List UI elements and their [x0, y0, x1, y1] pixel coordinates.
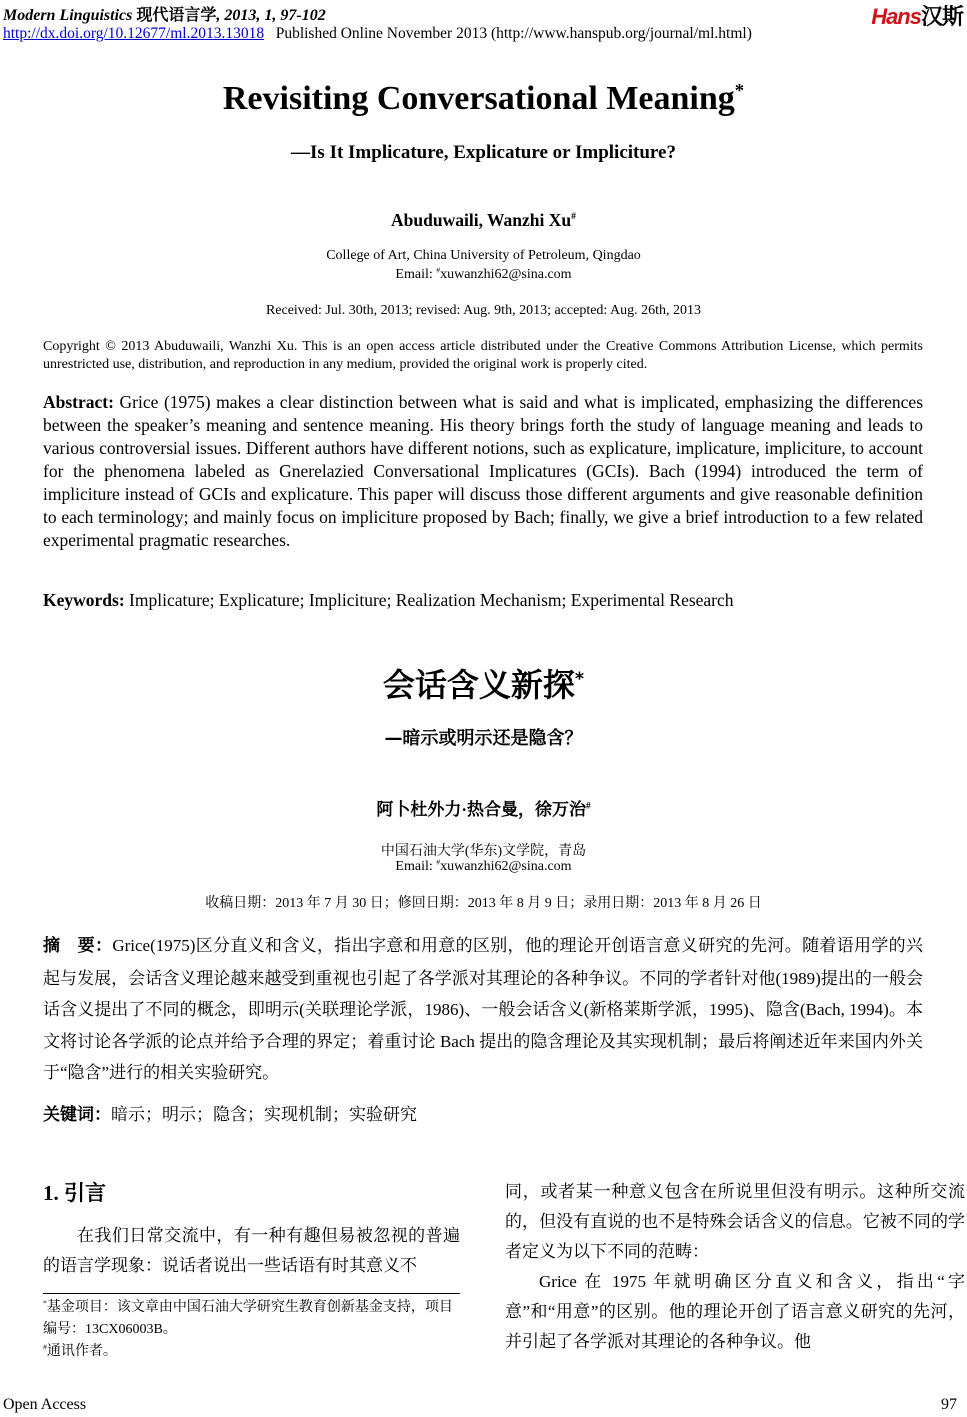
journal-name-cn: 现代语言学: [136, 7, 217, 24]
footnote-corresponding: [43, 1341, 460, 1363]
author-mark: #: [571, 211, 576, 223]
body-left-paragraph: 在我们日常交流中，有一种有趣但易被忽视的普遍的语言学现象：说话者说出一些话语有时其意义不: [43, 1226, 460, 1275]
footnote-mark: *: [43, 1298, 47, 1308]
cn-title-text: 会话含义新探: [382, 666, 575, 704]
body-right-column: [505, 1177, 965, 1357]
abstract-label: Abstract:: [43, 392, 114, 412]
keywords-text: Implicature; Explicature; Impliciture; Realization Mechanism; Experimental Research: [124, 590, 734, 610]
cn-author-mark: #: [586, 801, 591, 812]
body-right-paragraph: 同，或者某一种意义包含在所说里但没有明示。这种所交流的，但没有直说的也不是特殊会话含义的信息。它被不同的学者定义为以下不同的范畴：: [505, 1182, 965, 1261]
title-mark: *: [734, 80, 745, 102]
paper-subtitle: —Is It Implicature, Explicature or Impliciture?: [291, 142, 676, 163]
logo-cn: 汉斯: [920, 4, 963, 29]
email-address: xuwanzhi62@sina.com: [440, 267, 572, 282]
logo-en: Hans: [871, 4, 921, 29]
page-number: 97: [941, 1396, 957, 1413]
footnote-mark: #: [43, 1342, 47, 1352]
cn-authors: [0, 795, 967, 820]
email-label: Email:: [395, 267, 437, 282]
footer-open-access: Open Access: [3, 1396, 87, 1413]
footnotes: [43, 1297, 460, 1363]
cn-email-label: Email:: [395, 859, 437, 874]
authors: [0, 210, 967, 231]
copyright: Copyright © 2013 Abuduwaili, Wanzhi Xu. This is an open access article distributed under the Creative Commons Attribution License, which permits unrestricted use, distribution, and reproduction in any medium, provided the original work is properly cited.: [43, 339, 923, 372]
cn-keywords-label: 关键词：: [43, 1105, 111, 1125]
cn-affiliation: 中国石油大学(华东)文学院，青岛: [380, 844, 587, 859]
journal-header: [3, 2, 326, 25]
abstract: [43, 391, 923, 552]
authors-text: Abuduwaili, Wanzhi Xu: [391, 210, 572, 230]
doi-link[interactable]: http://dx.doi.org/10.12677/ml.2013.13018: [3, 25, 265, 42]
email: [0, 267, 967, 283]
abstract-text: Grice (1975) makes a clear distinction between what is said and what is implicated, emphasizing the differences between the speaker’s meaning and sentence meaning. His theory brings forth the study of language meaning and leads to various controversial issues. Different authors have different notions, such as explicature, implicature, impliciture, to account for the phenomena labeled as Gnerelazied Conversational Implicatures (GCIs). Bach (1994) introduced the term of impliciture instead of GCIs and explicature. This paper will discuss those different arguments and give reasonable definition to each terminology; and mainly focus on impliciture proposed by Bach; finally, we give a brief introduction to a few related experimental pragmatic researches.: [43, 392, 923, 550]
cn-title: [0, 660, 967, 706]
body-right-paragraph: Grice 在 1975 年就明确区分直义和含义，指出“字意”和“用意”的区别。他的理论开创了语言意义研究的先河，并引起了各学派对其理论的各种争议。他: [505, 1272, 965, 1351]
cn-keywords-text: 暗示；明示；隐含；实现机制；实验研究: [111, 1105, 417, 1124]
hans-logo: [871, 0, 963, 31]
email-mark: #: [436, 265, 441, 275]
cn-email-address: xuwanzhi62@sina.com: [440, 859, 572, 874]
cn-authors-text: 阿卜杜外力·热合曼，徐万治: [376, 800, 586, 819]
keywords-label: Keywords:: [43, 590, 125, 610]
paper-title: [0, 80, 967, 118]
footnote-funding: [43, 1297, 460, 1341]
published-info: Published Online November 2013 (http://www.hanspub.org/journal/ml.html): [275, 25, 752, 42]
cn-abstract: [43, 930, 923, 1089]
cn-subtitle: —暗示或明示还是隐含？: [384, 728, 583, 749]
journal-name: Modern Linguistics: [3, 7, 133, 24]
cn-keywords: [43, 1100, 923, 1125]
footnote-text: 基金项目：该文章由中国石油大学研究生教育创新基金支持，项目编号：13CX06003B。: [43, 1300, 453, 1337]
footnote-divider: [43, 1293, 460, 1294]
cn-email-mark: #: [436, 857, 441, 867]
cn-abstract-label: 摘 要：: [43, 936, 113, 956]
citation: , 2013, 1, 97-102: [216, 7, 326, 24]
cn-received-dates: 收稿日期：2013 年 7 月 30 日；修回日期：2013 年 8 月 9 日；录用日期：2013 年 8 月 26 日: [205, 896, 762, 911]
section-heading: 1. 引言: [43, 1181, 106, 1205]
cn-title-mark: *: [574, 669, 585, 690]
keywords: [43, 590, 923, 611]
cn-abstract-text: Grice(1975)区分直义和含义，指出字意和用意的区别，他的理论开创语言意义研究的先河。随着语用学的兴起与发展，会话含义理论越来越受到重视也引起了各学派对其理论的各种争议。不同的学者针对他(1989)提出的一般会话含义提出了不同的概念，即明示(关联理论学派，1986)、一般会话含义(新格莱斯学派，1995)、隐含(Bach, 1994)。本文将讨论各学派的论点并给予合理的界定；着重讨论 Bach 提出的隐含理论及其实现机制；最后将阐述近年来国内外关于“隐含”进行的相关实验研究。: [43, 936, 924, 1082]
footnote-text: 通讯作者。: [46, 1344, 117, 1359]
affiliation: College of Art, China University of Petroleum, Qingdao: [326, 248, 641, 263]
cn-email: [0, 859, 967, 875]
title-text: Revisiting Conversational Meaning: [222, 80, 735, 117]
received-dates: Received: Jul. 30th, 2013; revised: Aug. 9th, 2013; accepted: Aug. 26th, 2013: [265, 303, 702, 318]
doi-line: [3, 25, 752, 43]
